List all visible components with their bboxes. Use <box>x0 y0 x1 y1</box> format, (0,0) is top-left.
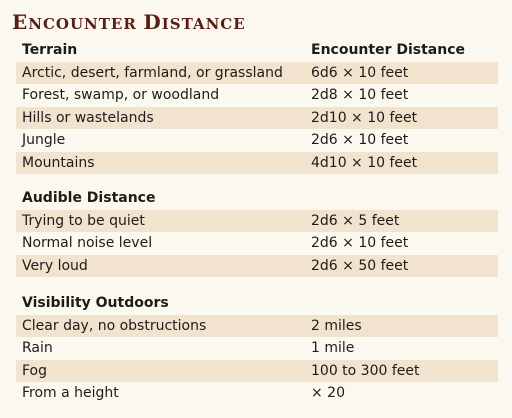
audible-header-row <box>16 187 498 210</box>
visibility-condition: Clear day, no obstructions <box>22 317 207 334</box>
title-rest-1: NCOUNTER <box>28 15 137 33</box>
encounter-distance-value: 2d8 × 10 feet <box>311 87 409 103</box>
table-row <box>16 129 498 152</box>
terrain-type: Mountains <box>22 154 95 171</box>
table-row <box>16 152 498 175</box>
table-row <box>16 360 498 383</box>
visibility-value: × 20 <box>311 385 345 401</box>
table-row <box>16 62 498 85</box>
title-rest-2: ISTANCE <box>161 15 246 33</box>
table-row <box>16 382 498 405</box>
encounter-distance-value: 4d10 × 10 feet <box>311 154 418 171</box>
visibility-value: 1 mile <box>311 340 355 356</box>
visibility-condition: Fog <box>22 362 48 379</box>
visibility-value: 100 to 300 feet <box>311 362 420 379</box>
table-row <box>16 210 498 233</box>
table-row <box>16 337 498 360</box>
table-row <box>16 315 498 338</box>
terrain-type: Arctic, desert, farmland, or grassland <box>22 64 283 81</box>
terrain-type: Hills or wastelands <box>22 109 154 126</box>
title-initial-1: E <box>12 10 29 34</box>
page-title <box>12 10 246 34</box>
visibility-header-label: Visibility Outdoors <box>22 295 169 311</box>
encounter-distance-value: 2d6 × 10 feet <box>311 132 409 148</box>
visibility-header-row <box>16 292 498 315</box>
encounter-distance-value: 2d10 × 10 feet <box>311 109 418 126</box>
audible-distance-value: 2d6 × 50 feet <box>311 257 409 274</box>
terrain-type: Forest, swamp, or woodland <box>22 87 220 103</box>
visibility-value: 2 miles <box>311 317 362 334</box>
noise-level: Very loud <box>22 257 88 274</box>
visibility-outdoors-table <box>16 292 498 405</box>
table-row <box>16 84 498 107</box>
audible-distance-value: 2d6 × 5 feet <box>311 212 400 229</box>
title-initial-2: D <box>143 10 162 34</box>
audible-distance-value: 2d6 × 10 feet <box>311 235 409 251</box>
noise-level: Normal noise level <box>22 235 153 251</box>
encounter-distance-header-label: Encounter Distance <box>311 42 465 58</box>
noise-level: Trying to be quiet <box>22 212 145 229</box>
encounter-distance-value: 6d6 × 10 feet <box>311 64 409 81</box>
audible-distance-table <box>16 187 498 277</box>
audible-header-label: Audible Distance <box>22 190 156 206</box>
terrain-header-row <box>16 39 498 62</box>
terrain-table <box>16 39 498 174</box>
terrain-header-label: Terrain <box>22 42 78 58</box>
table-row <box>16 107 498 130</box>
visibility-condition: Rain <box>22 340 53 356</box>
terrain-type: Jungle <box>22 132 66 148</box>
table-row <box>16 255 498 278</box>
visibility-condition: From a height <box>22 385 119 401</box>
table-row <box>16 232 498 255</box>
